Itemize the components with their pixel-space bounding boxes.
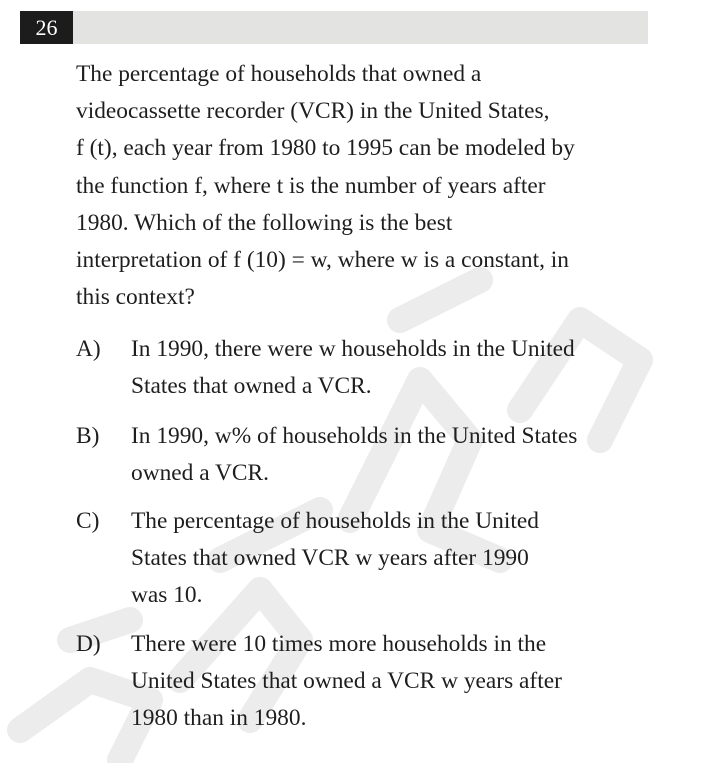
choice-line: The percentage of households in the United [131,508,539,534]
choice-text [131,331,575,405]
choice-line: 1980 than in 1980. [131,705,307,732]
stem-line: interpretation of f (10) = w, where w is a constant, in [76,247,569,274]
choice-letter: B) [76,423,100,449]
stem-line: 1980. Which of the following is the best [76,209,453,236]
choice-line: owned a VCR. [131,460,269,487]
choice-line: In 1990, w% of households in the United States [131,423,578,449]
question-stem [76,56,666,316]
stem-line: this context? [76,284,195,311]
choice-letter: A) [76,336,101,362]
choice-text [131,626,562,738]
choice-letter: D) [76,631,101,657]
stem-line: the function f, where t is the number of years after [76,172,546,199]
choice-line: States that owned VCR w years after 1990 [131,545,529,572]
stem-line: The percentage of households that owned a [76,61,482,87]
stem-line: videocassette recorder (VCR) in the United States, [76,98,550,125]
question-header-bar [20,11,648,44]
choice-line: United States that owned a VCR w years after [131,668,562,695]
choice-letter: C) [76,508,100,534]
question-number-badge: 26 [20,11,73,44]
choice-line: In 1990, there were w households in the United [131,336,575,362]
choice-line: There were 10 times more households in the [131,631,547,657]
choice-line: was 10. [131,582,203,609]
choice-text [131,503,539,615]
choice-text [131,418,577,492]
choice-line: States that owned a VCR. [131,373,372,400]
stem-line: f (t), each year from 1980 to 1995 can be modeled by [76,135,575,162]
